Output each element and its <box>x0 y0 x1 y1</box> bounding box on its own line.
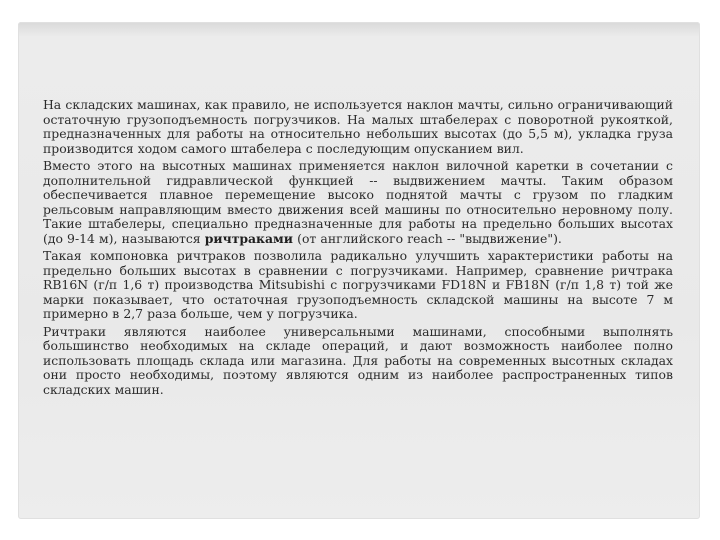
paragraph-reach-trucks-definition <box>43 159 673 246</box>
paragraph-text: Такая компоновка ричтраков позволила радикально улучшить характеристики работы на предельно больших высотах в сравнении с погрузчиками. Например, сравнение ричтрака RB16N (г/п 1,6 т) производства Mitsubishi с погрузчиками FD18N и FB18N (г/п 1,8 т) той же марки показывает, что остаточная грузоподъемность складской машины на высоте 7 м примерно в 2,7 раза больше, чем у погрузчика. <box>43 248 673 321</box>
slide-body-text <box>43 98 673 400</box>
term-reach-trucks: ричтраками <box>204 230 293 246</box>
paragraph-text: Ричтраки являются наиболее универсальными машинами, способными выполнять большинство необходимых на складе операций, и дают возможность наиболее полно использовать площадь склада или магазина. Для работы на современных высотных складах они просто необходимы, поэтому являются одним из наиболее распространенных типов складских машин. <box>43 323 673 397</box>
paragraph-universality <box>43 325 673 398</box>
paragraph-comparison <box>43 249 673 322</box>
paragraph-text: (от английского reach -- "выдвижение"). <box>293 230 562 246</box>
paragraph-text: Вместо этого на высотных машинах применяется наклон вилочной каретки в сочетании с дополнительной гидравлической функцией -- выдвижением мачты. Таким образом обеспечивается плавное перемещение высоко поднятой мачты с грузом по гладким рельсовым направляющим вместо движения всей машины по относительно неровному полу. Такие штабелеры, специально предназначенные для работы на предельно больших высотах (до 9-14 м), называются <box>43 158 673 246</box>
paragraph-mast-tilt <box>43 98 673 156</box>
paragraph-text: На складских машинах, как правило, не используется наклон мачты, сильно ограничивающий остаточную грузоподъемность погрузчиков. На малых штабелерах с поворотной рукояткой, предназначенных для работы на относительно небольших высотах (до 5,5 м), укладка груза производится ходом самого штабелера с последующим опусканием вил. <box>43 97 673 156</box>
